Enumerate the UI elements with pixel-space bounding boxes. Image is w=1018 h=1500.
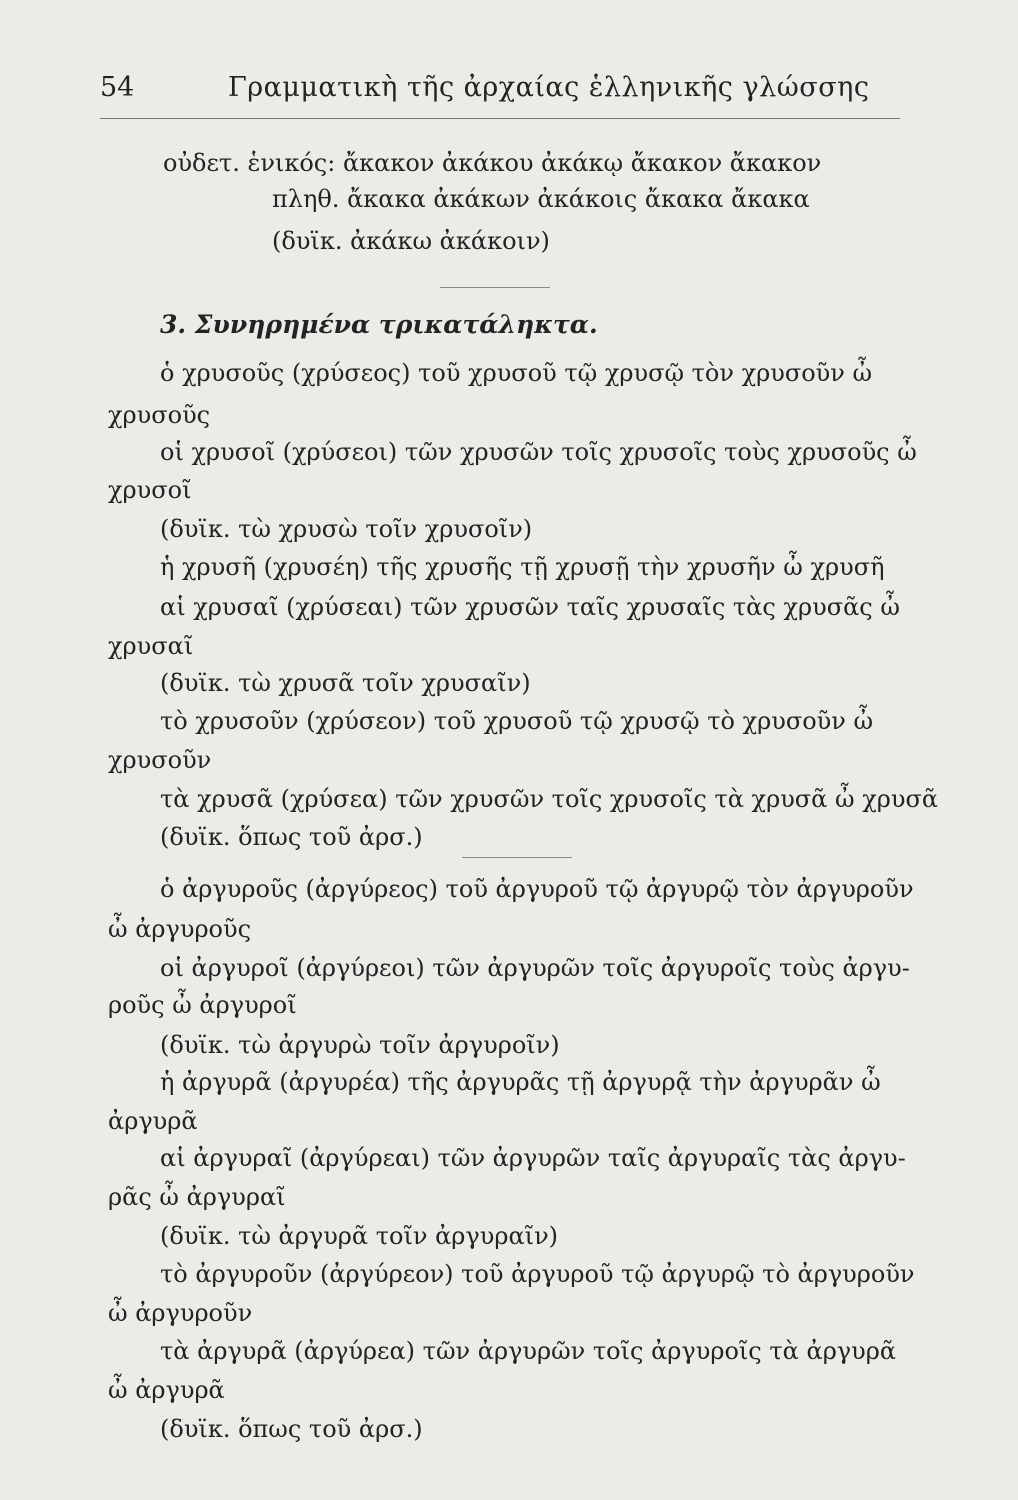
text-line: ἡ χρυσῆ (χρυσέη) τῆς χρυσῆς τῇ χρυσῇ τὴν χρυσῆν ὦ χρυσῆ [160,553,885,581]
text-line: τὰ ἀργυρᾶ (ἀργύρεα) τῶν ἀργυρῶν τοῖς ἀργυροῖς τὰ ἀργυρᾶ [160,1337,897,1365]
text-line: τὸ χρυσοῦν (χρύσεον) τοῦ χρυσοῦ τῷ χρυσῷ τὸ χρυσοῦν ὦ [160,707,874,735]
text-line: ροῦς ὦ ἀργυροῖ [108,991,297,1019]
text-line: (δυϊκ. τὼ χρυσὼ τοῖν χρυσοῖν) [160,515,533,543]
text-line: χρυσαῖ [108,632,194,660]
text-line: ὦ ἀργυροῦν [108,1299,253,1327]
text-line: ὁ χρυσοῦς (χρύσεος) τοῦ χρυσοῦ τῷ χρυσῷ τὸν χρυσοῦν ὦ [160,359,873,387]
section-heading: 3. Συνηρημένα τρικατάληκτα. [160,310,598,339]
text-line: αἱ χρυσαῖ (χρύσεαι) τῶν χρυσῶν ταῖς χρυσαῖς τὰς χρυσᾶς ὦ [160,593,900,621]
page-header [100,72,900,112]
text-line: (δυϊκ. τὼ ἀργυρὼ τοῖν ἀργυροῖν) [160,1031,560,1059]
header-rule [100,118,900,119]
text-line: χρυσοῦν [108,746,212,774]
text-line: ὦ ἀργυροῦς [108,915,252,943]
text-line: ρᾶς ὦ ἀργυραῖ [108,1183,286,1211]
text-line: (δυϊκ. ὅπως τοῦ ἀρσ.) [160,1415,423,1443]
text-line: ἡ ἀργυρᾶ (ἀργυρέα) τῆς ἀργυρᾶς τῇ ἀργυρᾷ τὴν ἀργυρᾶν ὦ [160,1068,881,1096]
text-line: πληθ. ἄκακα ἀκάκων ἀκάκοις ἄκακα ἄκακα [272,185,810,213]
text-line: ἀργυρᾶ [108,1107,198,1135]
page-number: 54 [100,72,135,103]
text-line: οὐδετ. ἑνικός: ἄκακον ἀκάκου ἀκάκῳ ἄκακον ἄκακον [163,149,822,177]
text-line: (δυϊκ. ἀκάκω ἀκάκοιν) [272,227,550,255]
text-line: ὁ ἀργυροῦς (ἀργύρεος) τοῦ ἀργυροῦ τῷ ἀργυρῷ τὸν ἀργυροῦν [160,875,914,903]
section-separator [440,287,550,288]
text-line: ὦ ἀργυρᾶ [108,1376,225,1404]
text-line: (δυϊκ. ὅπως τοῦ ἀρσ.) [160,823,423,851]
section-separator [462,857,572,858]
running-title: Γραμματικὴ τῆς ἀρχαίας ἑλληνικῆς γλώσσης [228,72,870,103]
text-line: (δυϊκ. τὼ ἀργυρᾶ τοῖν ἀργυραῖν) [160,1222,559,1250]
text-line: (δυϊκ. τὼ χρυσᾶ τοῖν χρυσαῖν) [160,669,531,697]
text-line: οἱ χρυσοῖ (χρύσεοι) τῶν χρυσῶν τοῖς χρυσοῖς τοὺς χρυσοῦς ὦ [160,438,917,466]
text-line: τὰ χρυσᾶ (χρύσεα) τῶν χρυσῶν τοῖς χρυσοῖς τὰ χρυσᾶ ὦ χρυσᾶ [160,785,939,813]
text-line: τὸ ἀργυροῦν (ἀργύρεον) τοῦ ἀργυροῦ τῷ ἀργυρῷ τὸ ἀργυροῦν [160,1260,915,1288]
text-line: οἱ ἀργυροῖ (ἀργύρεοι) τῶν ἀργυρῶν τοῖς ἀργυροῖς τοὺς ἀργυ- [160,954,910,982]
text-line: χρυσοῖ [108,476,192,504]
text-line: αἱ ἀργυραῖ (ἀργύρεαι) τῶν ἀργυρῶν ταῖς ἀργυραῖς τὰς ἀργυ- [160,1144,906,1172]
text-line: χρυσοῦς [108,401,211,429]
